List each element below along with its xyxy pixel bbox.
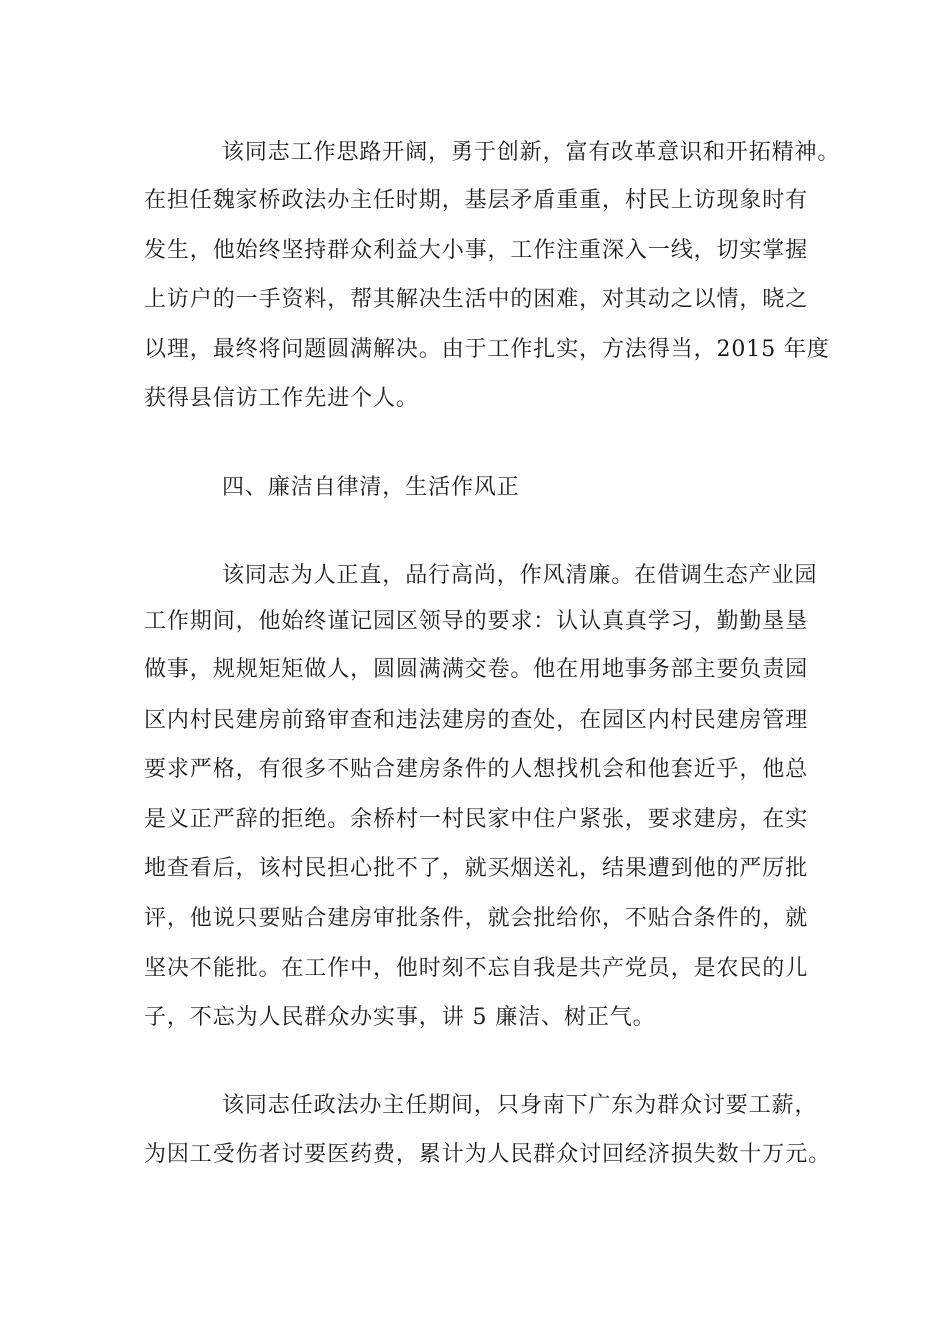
paragraph-1-line-6: 获得县信访工作先进个人。	[144, 386, 419, 411]
paragraph-2-line-9: 坚决不能批。在工作中，他时刻不忘自我是共产党员，是农民的儿	[144, 956, 809, 981]
paragraph-3-line-1: 该同志任政法办主任期间，只身南下广东为群众讨要工薪，	[222, 1093, 818, 1118]
paragraph-2-line-10: 子，不忘为人民群众办实事，讲 5 廉洁、树正气。	[144, 1005, 656, 1030]
paragraph-1-line-5: 以理，最终将问题圆满解决。由于工作扎实，方法得当，2015 年度	[144, 337, 830, 362]
paragraph-2-line-6: 是义正严辞的拒绝。余桥村一村民家中住户紧张，要求建房，在实	[144, 807, 809, 832]
paragraph-1-line-3: 发生，他始终坚持群众利益大小事，工作注重深入一线，切实掌握	[144, 238, 809, 263]
paragraph-2-line-4: 区内村民建房前臵审查和违法建房的查处，在园区内村民建房管理	[144, 708, 809, 733]
section-heading: 四、廉洁自律清，生活作风正	[222, 475, 520, 500]
paragraph-2-line-3: 做事，规规矩矩做人，圆圆满满交卷。他在用地事务部主要负责园	[144, 657, 809, 682]
paragraph-2-line-8: 评，他说只要贴合建房审批条件，就会批给你，不贴合条件的，就	[144, 906, 809, 931]
paragraph-2-line-7: 地查看后，该村民担心批不了，就买烟送礼，结果遭到他的严厉批	[144, 856, 809, 881]
paragraph-1-line-2: 在担任魏家桥政法办主任时期，基层矛盾重重，村民上访现象时有	[144, 188, 809, 213]
paragraph-3-line-2: 为因工受伤者讨要医药费，累计为人民群众讨回经济损失数十万元。	[144, 1142, 832, 1167]
paragraph-1-line-4: 上访户的一手资料，帮其解决生活中的困难，对其动之以情，晓之	[144, 287, 809, 312]
paragraph-2-line-2: 工作期间，他始终谨记园区领导的要求：认认真真学习，勤勤垦垦	[144, 609, 809, 634]
paragraph-2-line-1: 该同志为人正直，品行高尚，作风清廉。在借调生态产业园	[222, 563, 818, 588]
paragraph-1-line-1: 该同志工作思路开阔，勇于创新，富有改革意识和开拓精神。	[222, 140, 841, 165]
paragraph-2-line-5: 要求严格，有很多不贴合建房条件的人想找机会和他套近乎，他总	[144, 757, 809, 782]
